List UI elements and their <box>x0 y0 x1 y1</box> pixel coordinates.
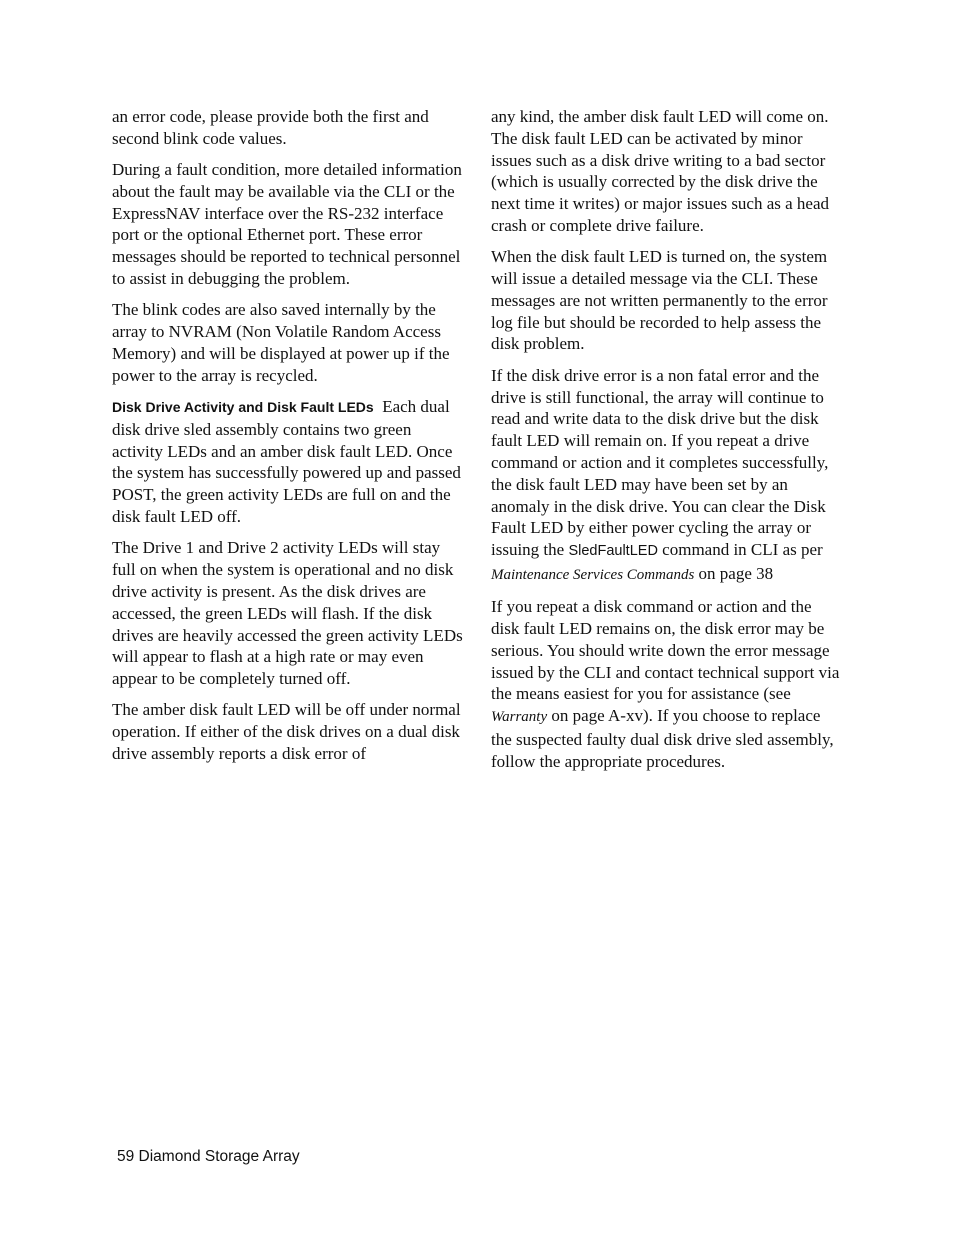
section-heading-disk-leds: Disk Drive Activity and Disk Fault LEDs <box>112 399 374 416</box>
paragraph-activity-leds: The Drive 1 and Drive 2 activity LEDs will stay full on when the system is operational and no disk drive activity is present. As the disk drives are accessed, the green LEDs will flash. If the disk drives are heavily accessed the green activity LEDs will appear to flash at a high rate or may even appear to be completely turned off. <box>112 538 463 689</box>
paragraph-persistent-error: If you repeat a disk command or action and the disk fault LED remains on, the disk error may be serious. You should write down the error message issued by the CLI and contact technical support via the means easiest for you for assistance (see Warranty on page A-xv). If you choose to replace the suspected faulty dual disk drive sled assembly, follow the appropriate procedures. <box>491 597 840 771</box>
xref-warranty[interactable]: Warranty <box>491 709 548 726</box>
left-column <box>112 106 464 774</box>
paragraph-cli-message: When the disk fault LED is turned on, the system will issue a detailed message via the CLI. These messages are not written permanently to the error log file but should be recorded to help assess the disk problem. <box>491 247 828 354</box>
paragraph-amber-led: The amber disk fault LED will be off under normal operation. If either of the disk drives on a dual disk drive assembly reports a disk error of <box>112 700 461 764</box>
paragraph-led-section <box>112 396 464 528</box>
paragraph-fault-led-causes: any kind, the amber disk fault LED will come on. The disk fault LED can be activated by minor issues such as a disk drive writing to a bad sector (which is usually corrected by the disk drive the next time it writes) or major issues such as a head crash or complete drive failure. <box>491 107 830 235</box>
paragraph-led-text: Each dual disk drive sled assembly contains two green activity LEDs and an amber disk fault LED. Once the system has successfully powered up and passed POST, the green activity LEDs are full on and the disk fault LED off. <box>112 397 461 527</box>
command-sledfaultled: SledFaultLED <box>568 543 658 560</box>
paragraph-blink-code-values: an error code, please provide both the first and second blink code values. <box>112 107 429 148</box>
xref-maintenance-commands[interactable]: Maintenance Services Commands <box>491 566 695 583</box>
paragraph-nvram: The blink codes are also saved internally by the array to NVRAM (Non Volatile Random Access Memory) and will be displayed at power up if the power to the array is recycled. <box>112 300 450 385</box>
paragraph-fault-condition: During a fault condition, more detailed information about the fault may be available via the CLI or the ExpressNAV interface over the RS-232 interface port or the optional Ethernet port. These error messages should be reported to technical personnel to assist in debugging the problem. <box>112 160 462 289</box>
page-footer: 59 Diamond Storage Array <box>117 1148 300 1165</box>
right-column <box>491 106 841 782</box>
paragraph-non-fatal-error: If the disk drive error is a non fatal error and the drive is still functional, the array will continue to read and write data to the disk drive but the disk fault LED will remain on. If you repeat a drive command or action and it completes successfully, the disk fault LED may have been set by an anomaly in the disk drive. You can clear the Disk Fault LED by either power cycling the array or issuing the SledFaultLED command in CLI as per Maintenance Services Commands on page 38 <box>491 365 829 583</box>
